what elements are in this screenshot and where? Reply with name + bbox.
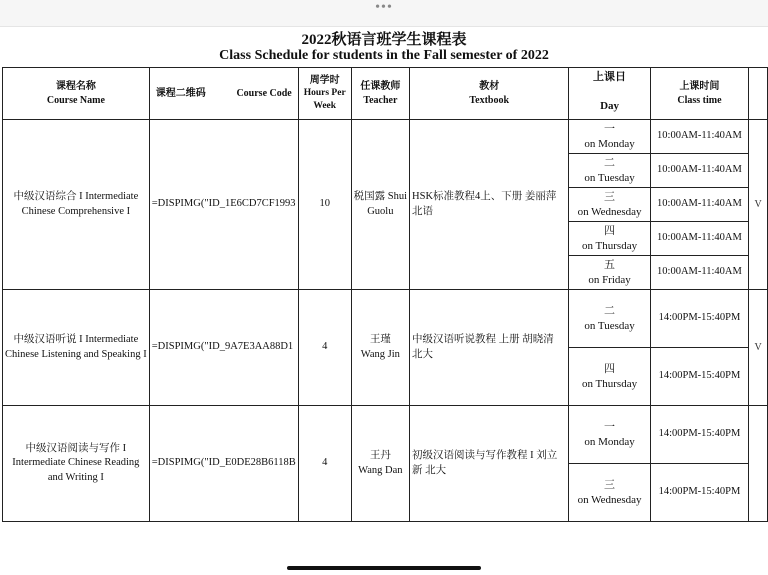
hours-cell: 4: [298, 406, 351, 522]
course-name-zh: 中级汉语综合 I: [13, 191, 83, 203]
day-cell: [569, 348, 650, 406]
class-time-cell: 10:00AM-11:40AM: [650, 188, 748, 222]
more-options-icon[interactable]: •••: [375, 0, 393, 15]
header-teacher-en: Teacher: [363, 94, 398, 106]
day-en: on Thursday: [582, 377, 638, 390]
header-hours-en: Hours Per Week: [303, 88, 346, 112]
header-class-time-en: Class time: [677, 94, 722, 106]
day-en: on Monday: [584, 137, 635, 150]
course-name-zh: 中级汉语听说 I: [13, 334, 83, 346]
class-time-cell: 14:00PM-15:40PM: [650, 348, 748, 406]
header-teacher: [351, 68, 409, 120]
course-name-en-part2: Chinese Comprehensive I: [21, 205, 131, 217]
teacher-cell: [351, 290, 409, 406]
header-row: [3, 68, 768, 120]
table-row: [3, 406, 768, 464]
class-time-cell: 14:00PM-15:40PM: [650, 406, 748, 464]
header-course-name-en: Course Name: [46, 94, 105, 106]
class-time-cell: 14:00PM-15:40PM: [650, 464, 748, 522]
class-time-cell: 10:00AM-11:40AM: [650, 120, 748, 154]
header-textbook-en: Textbook: [469, 94, 510, 106]
course-name-cell: [3, 120, 150, 290]
course-name-zh: 中级汉语阅读与写作 I: [25, 443, 127, 455]
header-class-time-zh: 上课时间: [679, 81, 720, 92]
edge-cell: V: [749, 120, 768, 290]
textbook-cell: HSK标准教程4上、下册 姜丽萍 北语: [410, 120, 569, 290]
header-hours: [298, 68, 351, 120]
course-name-cell: [3, 290, 150, 406]
edge-cell: V: [749, 290, 768, 406]
header-course-name-zh: 课程名称: [55, 81, 96, 92]
course-code-cell: =DISPIMG("ID_1E6CD7CF1993: [149, 120, 298, 290]
header-course-name: [3, 68, 150, 120]
course-name-cell: [3, 406, 150, 522]
teacher-name-zh: 王瑾: [369, 334, 391, 346]
header-day: [569, 68, 650, 120]
course-name-en-part1: Intermediate: [85, 334, 139, 346]
day-cell: [569, 222, 650, 256]
class-time-cell: 14:00PM-15:40PM: [650, 290, 748, 348]
teacher-cell: [351, 406, 409, 522]
table-row: [3, 120, 768, 154]
teacher-name-en: Wang Dan: [358, 464, 403, 476]
day-en: on Wednesday: [577, 493, 642, 506]
day-zh: 五: [604, 258, 616, 271]
day-cell: [569, 290, 650, 348]
page-title-english: Class Schedule for students in the Fall semester of 2022: [219, 48, 549, 63]
header-textbook: [410, 68, 569, 120]
hours-cell: 4: [298, 290, 351, 406]
class-time-cell: 10:00AM-11:40AM: [650, 154, 748, 188]
class-time-cell: 10:00AM-11:40AM: [650, 256, 748, 290]
header-course-code: [149, 68, 298, 120]
course-name-en-part2: and Writing I: [47, 471, 104, 483]
day-en: on Friday: [588, 273, 631, 286]
day-en: on Thursday: [582, 239, 638, 252]
day-cell: [569, 154, 650, 188]
header-textbook-zh: 教材: [479, 81, 500, 92]
course-name-en-part2: Chinese Listening and Speaking I: [5, 348, 147, 360]
day-cell: [569, 188, 650, 222]
textbook-cell: 初级汉语阅读与写作教程 I 刘立新 北大: [410, 406, 569, 522]
teacher-name-en: Wang Jin: [360, 348, 400, 360]
day-zh: 三: [604, 190, 616, 203]
table-row: [3, 290, 768, 348]
header-class-time: [650, 68, 748, 120]
day-en: on Tuesday: [584, 171, 635, 184]
header-course-code-zh: 课程二维码: [155, 87, 206, 99]
day-zh: 四: [604, 224, 616, 237]
header-teacher-zh: 任课教师: [360, 81, 401, 92]
day-cell: [569, 406, 650, 464]
course-name-en-part1: Intermediate Chinese Reading: [12, 457, 140, 469]
day-zh: 三: [604, 478, 616, 491]
day-zh: 一: [604, 122, 616, 135]
day-zh: 四: [604, 362, 616, 375]
day-en: on Wednesday: [577, 205, 642, 218]
day-cell: [569, 256, 650, 290]
day-zh: 二: [604, 156, 616, 169]
day-en: on Tuesday: [584, 319, 635, 332]
edge-cell: [749, 406, 768, 522]
header-day-en: Day: [600, 99, 620, 112]
teacher-name-en-part1: Shui: [387, 191, 408, 203]
header-edge-column: [749, 68, 768, 120]
course-name-en-part1: Intermediate: [85, 191, 139, 203]
day-en: on Monday: [584, 435, 635, 448]
teacher-cell: [351, 120, 409, 290]
header-day-zh: 上课日: [593, 71, 627, 83]
day-zh: 一: [604, 420, 616, 433]
header-hours-zh: 周学时: [309, 74, 340, 86]
day-zh: 二: [604, 304, 616, 317]
teacher-name-zh: 税国露: [353, 191, 386, 203]
header-course-code-en: Course Code: [236, 87, 292, 99]
teacher-name-zh: 王丹: [369, 450, 391, 462]
course-code-cell: =DISPIMG("ID_9A7E3AA88D1: [149, 290, 298, 406]
hours-cell: 10: [298, 120, 351, 290]
teacher-name-en-part2: Guolu: [367, 205, 394, 217]
schedule-table: [2, 67, 768, 522]
day-cell: [569, 120, 650, 154]
day-cell: [569, 464, 650, 522]
course-code-cell: =DISPIMG("ID_E0DE28B6118B: [149, 406, 298, 522]
class-time-cell: 10:00AM-11:40AM: [650, 222, 748, 256]
home-indicator[interactable]: [287, 566, 481, 570]
page-title-chinese: 2022秋语言班学生课程表: [301, 32, 467, 48]
top-bar: [0, 0, 768, 27]
textbook-cell: 中级汉语听说教程 上册 胡晓清 北大: [410, 290, 569, 406]
